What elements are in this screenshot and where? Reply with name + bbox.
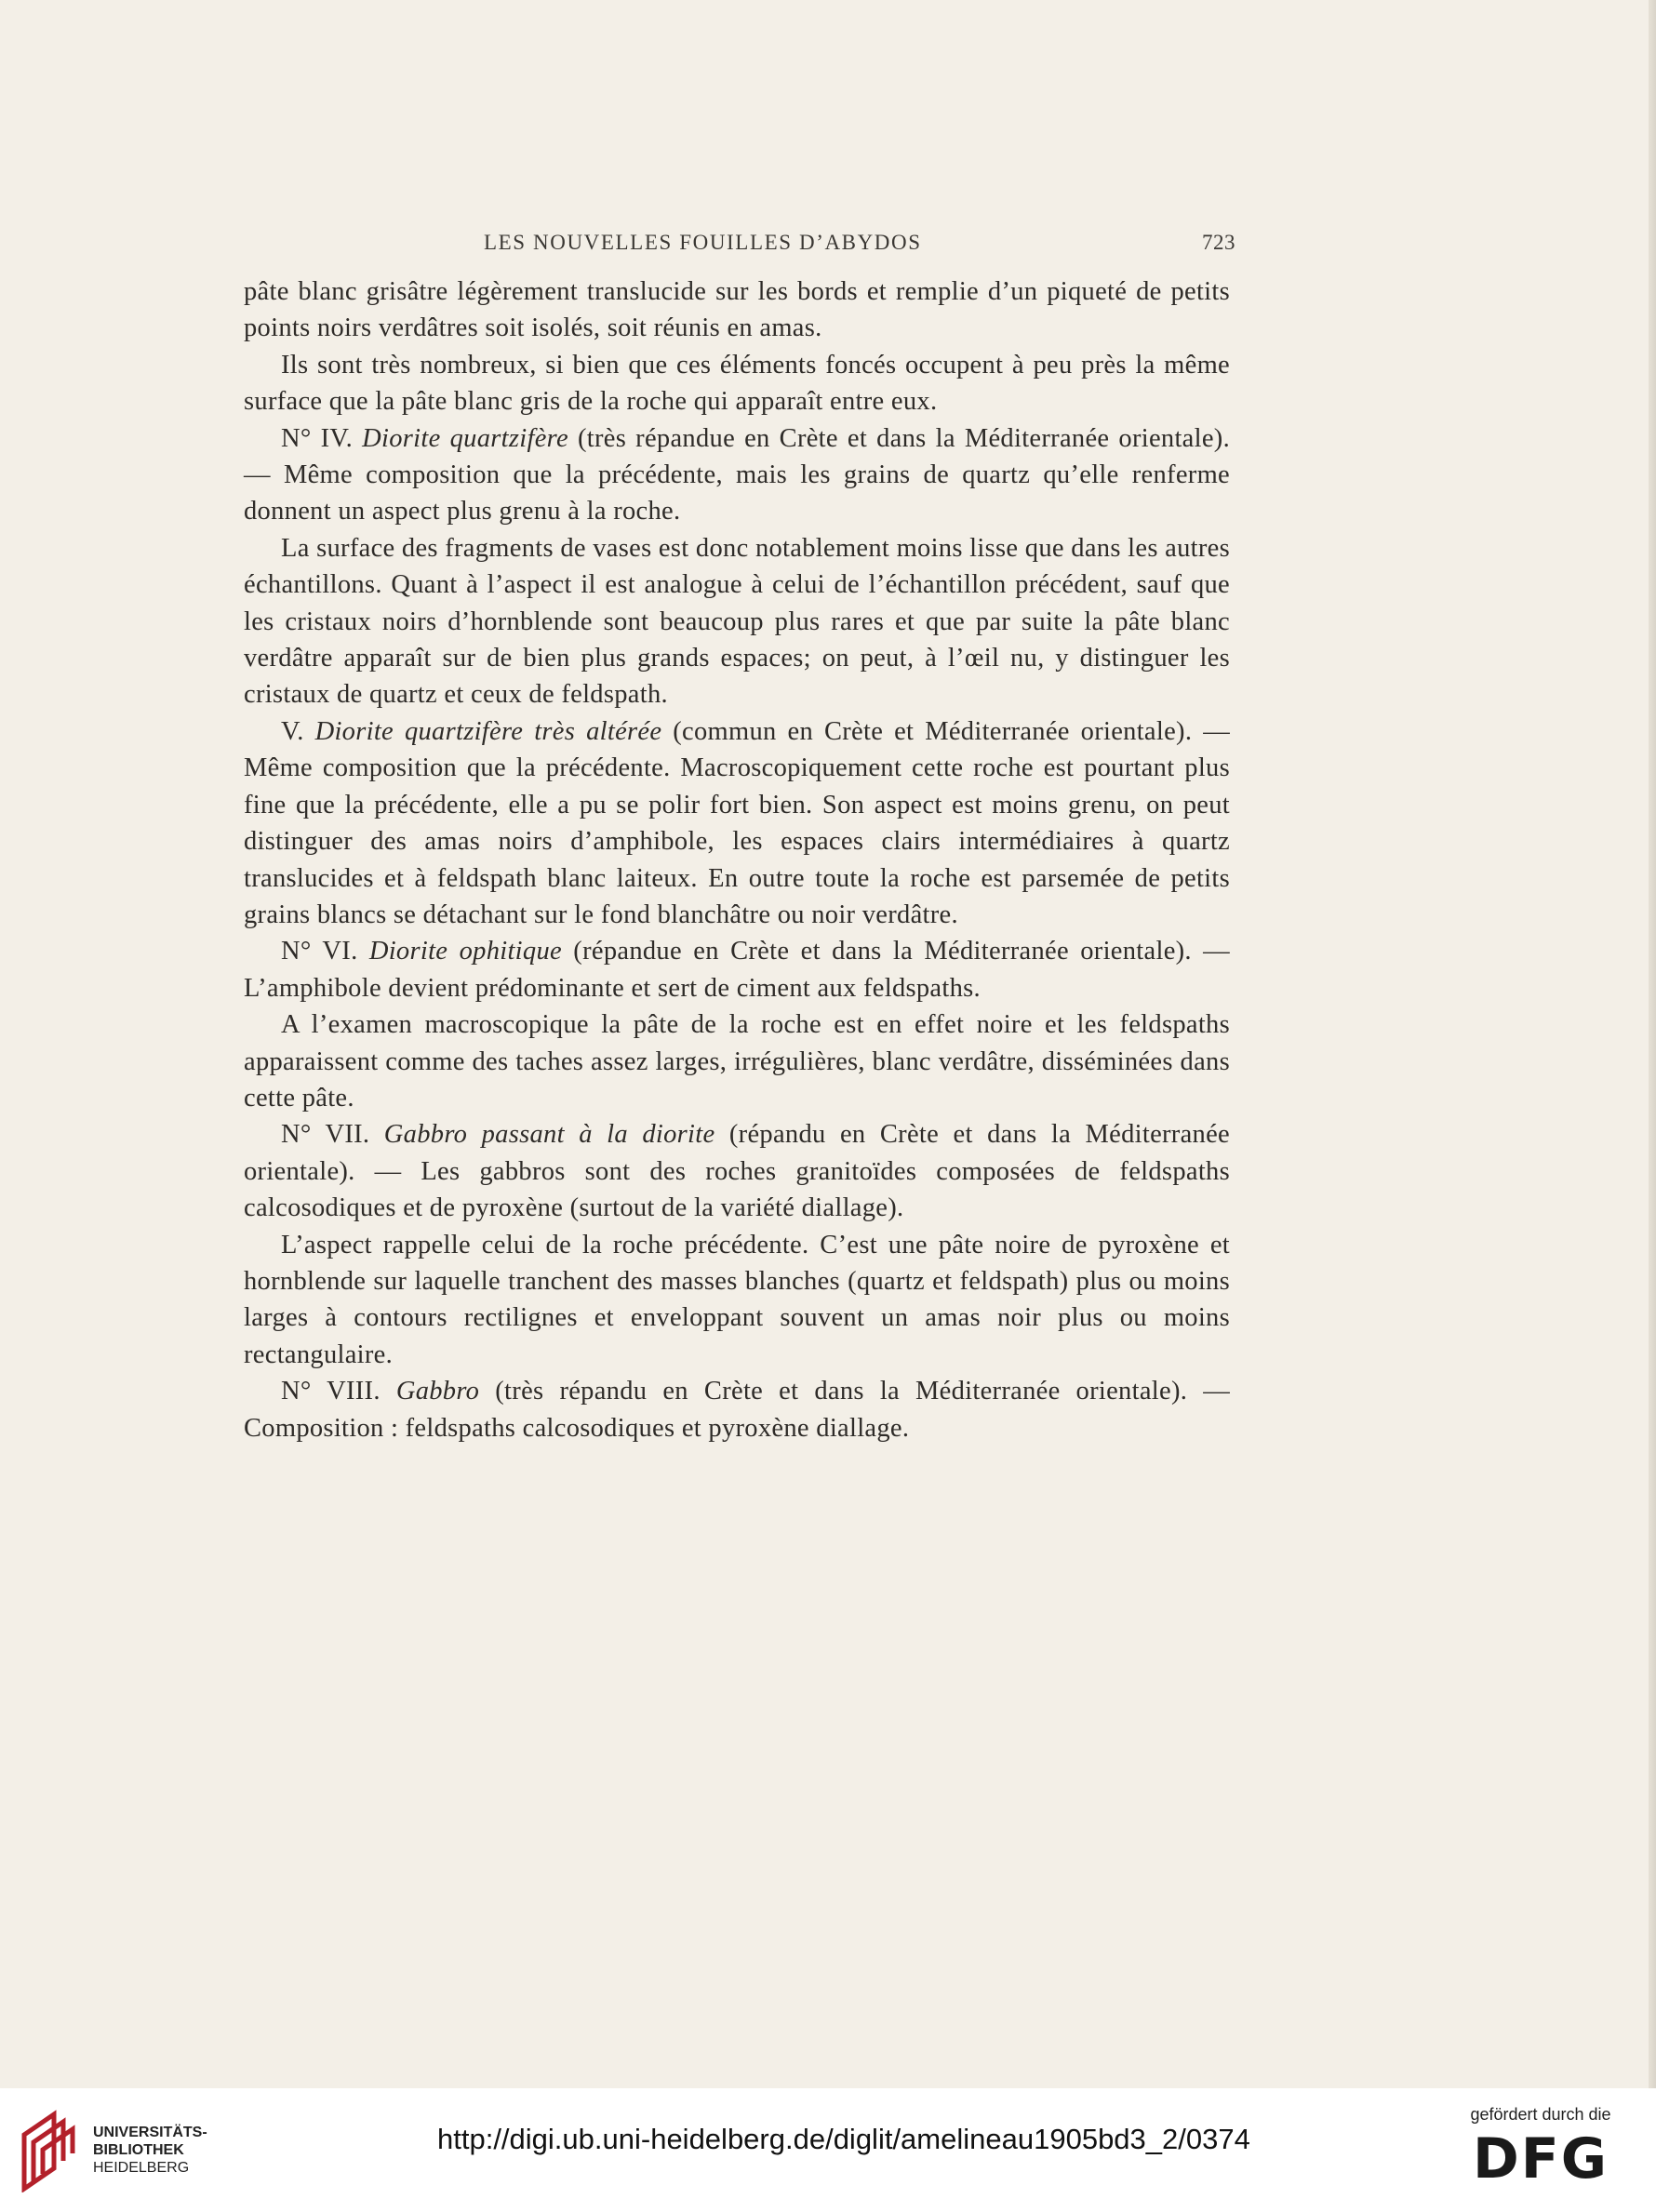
text-run: N° VIII. [281, 1377, 396, 1406]
library-name-line-3: HEIDELBERG [93, 2160, 190, 2176]
library-logo-icon [17, 2107, 82, 2192]
paragraph [244, 713, 1230, 933]
text-run: (commun en Crète et Méditerranée orientale). — Même composition que la précédente. Macroscopiquement cette roche est pourtant plus fine que la précédente, elle a pu se polir fort bien. Son aspect est moins grenu, on peut distinguer des amas noirs d’amphibole, les espaces clairs intermédiaires à quartz translucides et à feldspath blanc laiteux. En outre toute la roche est parsemée de petits grains blancs se détachant sur le fond blanchâtre ou noir verdâtre. [244, 716, 1230, 929]
text-run: N° VI. [281, 937, 369, 966]
text-run: Ils sont très nombreux, si bien que ces éléments foncés occupent à peu près la même surface que la pâte blanc gris de la roche qui apparaît entre eux. [244, 350, 1230, 417]
library-name [93, 2124, 207, 2177]
library-name-line-1: UNIVERSITÄTS- [93, 2125, 207, 2140]
funding-notice[interactable] [1448, 2105, 1634, 2198]
dfg-logo: DFG [1472, 2126, 1609, 2192]
permalink-url[interactable]: http://digi.ub.uni-heidelberg.de/diglit/amelineau1905bd3_2/0374 [437, 2123, 1250, 2155]
page-edge [1649, 0, 1656, 2088]
paragraph [244, 1006, 1230, 1116]
italic-term: Diorite quartzifère [362, 423, 568, 453]
paragraph [244, 530, 1230, 713]
running-header [240, 231, 1235, 262]
page-number: 723 [1202, 231, 1235, 254]
funding-caption: gefördert durch die [1470, 2105, 1611, 2124]
text-run: (très répandue en Crète et dans la Méditerranée orientale). — Même composition que la précédente, mais les grains de quartz qu’elle renferme donnent un aspect plus grenu à la roche. [244, 423, 1231, 526]
paragraph [244, 347, 1230, 420]
text-run: N° IV. [281, 423, 363, 453]
text-run: L’aspect rappelle celui de la roche précédente. C’est une pâte noire de pyroxène et hornblende sur laquelle tranchent des masses blanches (quartz et feldspath) plus ou moins larges à contours rectilignes et enveloppant souvent un amas noir plus ou moins rectangulaire. [244, 1230, 1230, 1369]
text-run: N° VII. [281, 1120, 384, 1150]
italic-term: Diorite ophitique [368, 937, 562, 966]
italic-term: Gabbro [395, 1377, 480, 1406]
running-title: LES NOUVELLES FOUILLES D’ABYDOS [484, 231, 922, 254]
text-run: La surface des fragments de vases est donc notablement moins lisse que dans les autres échantillons. Quant à l’aspect il est analogue à celui de l’échantillon précédent, sauf que les cristaux noirs d’hornblende sont beaucoup plus rares et que par suite la pâte blanc verdâtre apparaît sur de bien plus grands espaces; on peut, à l’œil nu, y distinguer les cristaux de quartz et ceux de feldspath. [244, 533, 1230, 710]
viewer-footer [0, 2088, 1656, 2212]
body-text [244, 273, 1230, 1446]
italic-term: Diorite quartzifère très altérée [314, 716, 662, 746]
paragraph [244, 933, 1230, 1006]
library-logo[interactable] [17, 2107, 231, 2192]
paragraph [244, 1373, 1230, 1446]
text-run: (très répandu en Crète et dans la Méditerranée orientale). — Composition : feldspaths calcosodiques et pyroxène diallage. [244, 1377, 1230, 1443]
text-run: (répandue en Crète et dans la Méditerranée orientale). — L’amphibole devient prédominante et sert de ciment aux feldspaths. [244, 937, 1230, 1003]
paragraph [244, 1227, 1230, 1374]
text-run: V. [281, 716, 315, 746]
text-run: A l’examen macroscopique la pâte de la roche est en effet noire et les feldspaths apparaissent comme des taches assez larges, irrégulières, blanc verdâtre, disséminées dans cette pâte. [244, 1010, 1230, 1113]
library-name-line-2: BIBLIOTHEK [93, 2142, 184, 2158]
paragraph [244, 1116, 1230, 1226]
text-run: (répandu en Crète et dans la Méditerranée orientale). — Les gabbros sont des roches granitoïdes composées de feldspaths calcosodiques et de pyroxène (surtout de la variété diallage). [244, 1120, 1230, 1223]
paragraph [244, 420, 1230, 530]
italic-term: Gabbro passant à la diorite [383, 1120, 715, 1150]
text-run: pâte blanc grisâtre légèrement translucide sur les bords et remplie d’un piqueté de petits points noirs verdâtres soit isolés, soit réunis en amas. [244, 277, 1230, 343]
paragraph [244, 273, 1230, 347]
